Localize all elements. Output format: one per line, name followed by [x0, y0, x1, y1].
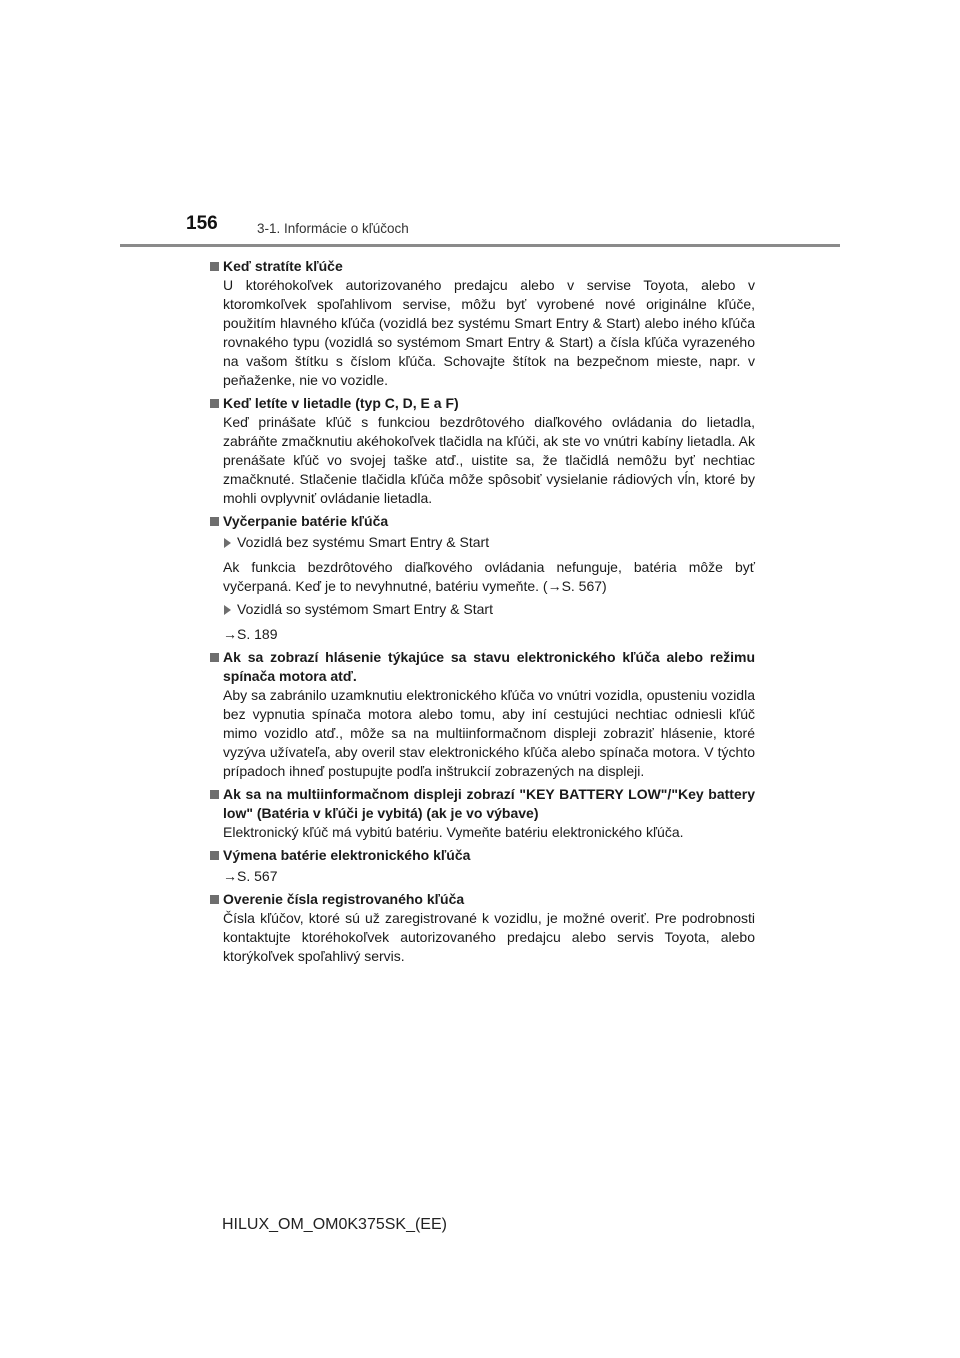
item-battery-replacement	[205, 846, 755, 886]
document-code: HILUX_OM_OM0K375SK_(EE)	[222, 1216, 447, 1233]
item-key-message	[205, 648, 755, 781]
sub-heading: Vozidlá bez systému Smart Entry & Start	[237, 534, 490, 550]
item-heading: Ak sa zobrazí hlásenie týkajúce sa stavu elektronického kľúča alebo režimu spínača motora atď.	[223, 649, 755, 684]
item-heading: Keď letíte v lietadle (typ C, D, E a F)	[223, 395, 459, 411]
item-lost-keys	[205, 257, 755, 390]
square-bullet-icon	[210, 851, 219, 860]
page-content	[205, 257, 755, 970]
triangle-bullet-icon	[224, 538, 231, 548]
square-bullet-icon	[210, 653, 219, 662]
item-key-battery-low	[205, 785, 755, 842]
item-text: Aby sa zabránilo uzamknutiu elektronického kľúča vo vnútri vozidla, opusteniu vozidla bez vypnutia spínača motora alebo tomu, aby iní cestujúci nechtiac odniesli kľúč mimo vozidlo atď., môže sa na multiinformačnom displeji zobraziť hlásenie, ktoré vyzýva užívateľa, aby overil stav elektronického kľúča alebo spínača motora. V týchto prípadoch ihneď postupujte podľa inštrukcií zobrazených na displeji.	[223, 687, 755, 779]
item-text: Elektronický kľúč má vybitú batériu. Vymeňte batériu elektronického kľúča.	[223, 824, 684, 840]
item-key-number-check	[205, 890, 755, 966]
section-title: 3-1. Informácie o kľúčoch	[257, 221, 409, 236]
square-bullet-icon	[210, 517, 219, 526]
square-bullet-icon	[210, 895, 219, 904]
item-airplane	[205, 394, 755, 508]
square-bullet-icon	[210, 399, 219, 408]
item-text: Čísla kľúčov, ktoré sú už zaregistrované k vozidlu, je možné overiť. Pre podrobnosti kontaktujte ktoréhokoľvek autorizovaného predajcu alebo servis Toyota, alebo ktorýkoľvek spoľahlivý servis.	[223, 910, 755, 964]
square-bullet-icon	[210, 262, 219, 271]
page-reference-link[interactable]: →S. 189	[223, 626, 278, 642]
item-heading: Výmena batérie elektronického kľúča	[223, 847, 471, 863]
item-heading: Ak sa na multiinformačnom displeji zobrazí "KEY BATTERY LOW"/"Key battery low" (Batéria v kľúči je vybitá) (ak je vo výbave)	[223, 786, 755, 821]
page-reference-link[interactable]: →S. 567	[223, 868, 278, 884]
item-heading: Keď stratíte kľúče	[223, 258, 343, 274]
square-bullet-icon	[210, 790, 219, 799]
item-text: U ktoréhokoľvek autorizovaného predajcu alebo v servise Toyota, alebo v ktoromkoľvek spoľahlivom servise, môžu byť vyrobené nové originálne kľúče, použitím hlavného kľúča (vozidlá bez systému Smart Entry & Start) alebo iného kľúča rovnakého typu (vozidlá so systémom Smart Entry & Start) a čísla kľúča vyrazeného na vašom štítku s číslom kľúča. Schovajte štítok na bezpečnom mieste, napr. v peňaženke, nie vo vozidle.	[223, 277, 755, 388]
header-divider	[120, 244, 840, 247]
page-number: 156	[186, 213, 218, 234]
item-text: Ak funkcia bezdrôtového diaľkového ovládania nefunguje, batéria môže byť vyčerpaná. Keď je to nevyhnutné, batériu vymeňte. (→S. 567)	[223, 559, 755, 594]
item-text: Keď prinášate kľúč s funkciou bezdrôtového diaľkového ovládania do lietadla, zabráňte zmačknutiu akéhokoľvek tlačidla na kľúči, ak ste vo vnútri kabíny lietadla. Ak prenášate kľúč vo svojej taške atď., uistite sa, že tlačidlá nemôžu byť nechtiac zmačknuté. Stlačenie tlačidla kľúča môže spôsobiť vysielanie rádiových vĺn, ktoré by mohli ovplyvniť ovládanie lietadla.	[223, 414, 755, 506]
item-battery-depletion	[205, 512, 755, 644]
triangle-bullet-icon	[224, 605, 231, 615]
sub-heading: Vozidlá so systémom Smart Entry & Start	[237, 601, 493, 617]
item-heading: Overenie čísla registrovaného kľúča	[223, 891, 465, 907]
item-heading: Vyčerpanie batérie kľúča	[223, 513, 389, 529]
